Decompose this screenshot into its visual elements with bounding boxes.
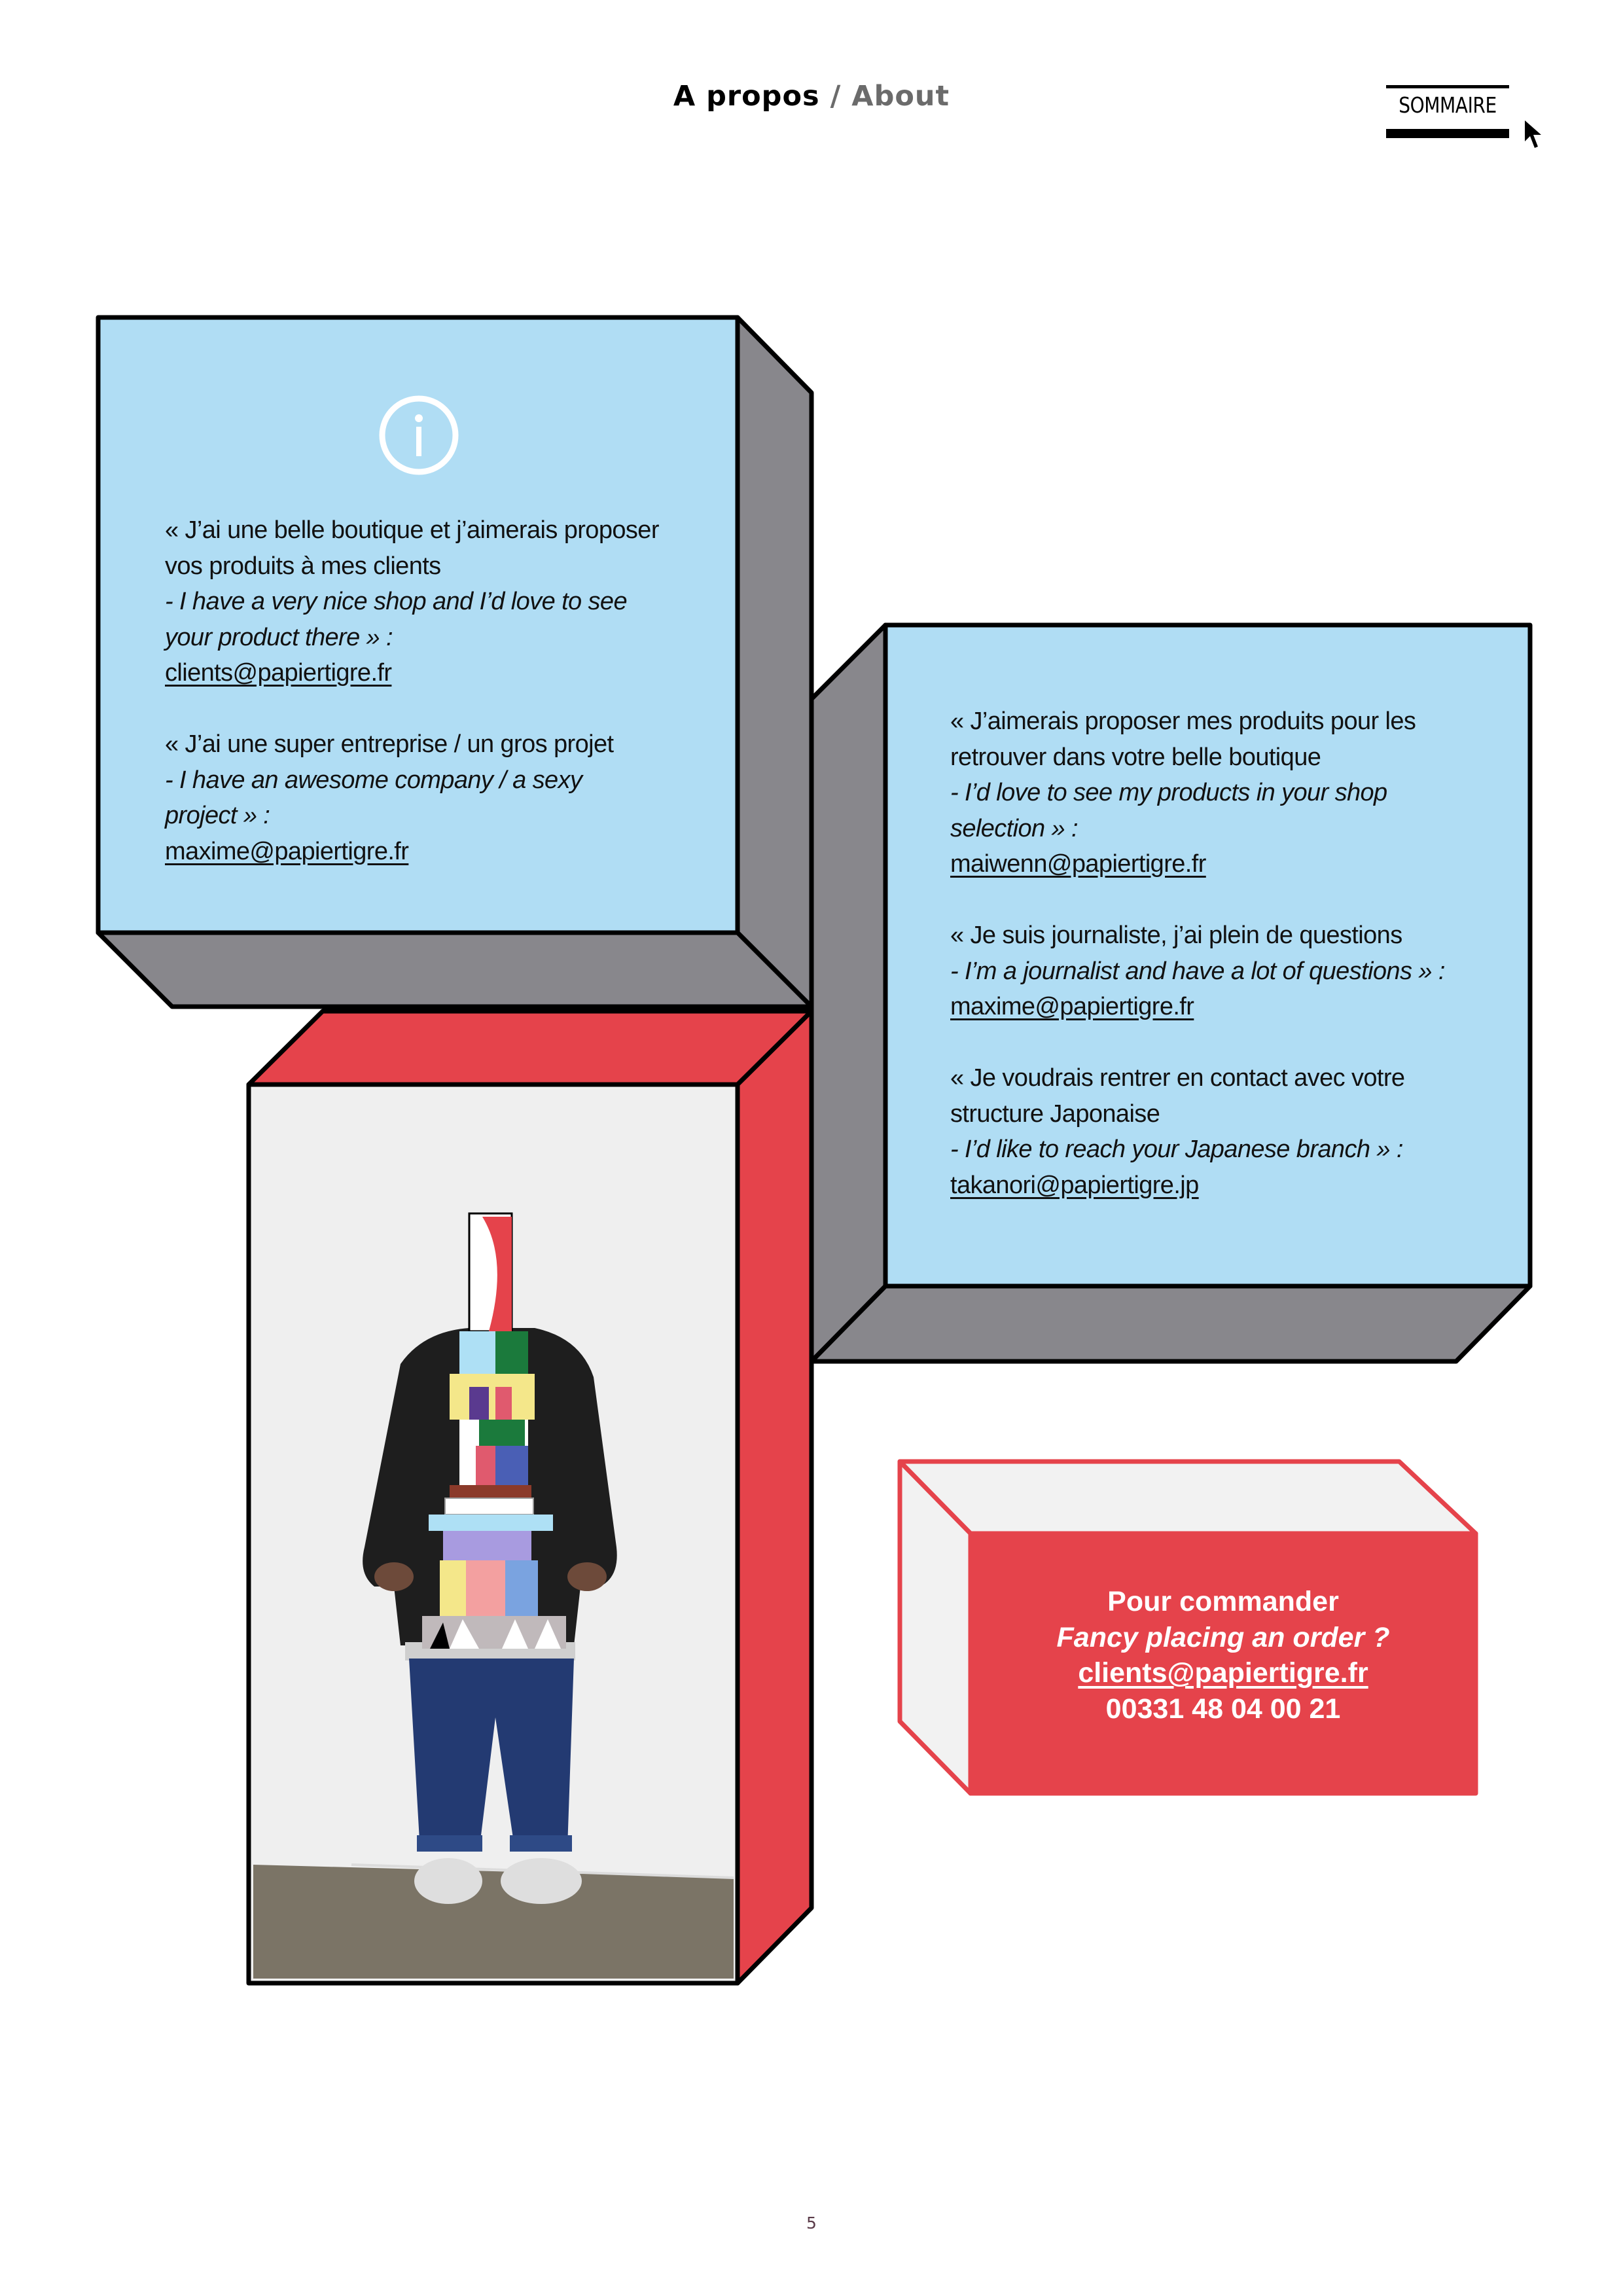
contact-list-left [165, 512, 715, 869]
order-title-en: Fancy placing an order ? [1056, 1621, 1390, 1653]
mouse-pointer-icon [1524, 119, 1550, 158]
contact-question-fr: « Je voudrais rentrer en contact avec votre [950, 1064, 1405, 1092]
contact-question-fr: « Je suis journaliste, j’ai plein de questions [950, 922, 1402, 949]
box-right-left-side [812, 625, 885, 1361]
contact-question-fr: « J’ai une belle boutique et j’aimerais proposer [165, 516, 659, 544]
contact-question-en: - I’m a journalist and have a lot of questions » : [950, 957, 1445, 985]
email-link-takanori[interactable]: takanori@papiertigre.jp [950, 1171, 1199, 1199]
page-number: 5 [806, 2214, 817, 2233]
title-fr: A propos [673, 80, 820, 113]
email-link-maxime[interactable]: maxime@papiertigre.fr [950, 993, 1194, 1020]
contact-question-fr: « J’ai une super entreprise / un gros projet [165, 730, 614, 758]
title-en: About [851, 80, 950, 113]
contact-question-fr: retrouver dans votre belle boutique [950, 743, 1321, 771]
title-separator: / [830, 80, 842, 113]
contact-item [165, 512, 715, 691]
contact-question-en: - I’d like to reach your Japanese branch » : [950, 1136, 1403, 1163]
order-email-link[interactable]: clients@papiertigre.fr [1078, 1657, 1368, 1689]
order-info [971, 1584, 1476, 1727]
sommaire-label: SOMMAIRE [1399, 92, 1497, 118]
contact-question-en: selection » : [950, 814, 1078, 842]
contact-item [950, 1060, 1513, 1203]
order-box-top [900, 1462, 1476, 1534]
photo-box-top [249, 1011, 812, 1085]
contact-item [950, 704, 1513, 882]
email-link-maxime[interactable]: maxime@papiertigre.fr [165, 837, 409, 865]
page-title [0, 80, 1623, 113]
sommaire-button[interactable] [1386, 85, 1509, 138]
order-title-fr: Pour commander [1107, 1586, 1339, 1617]
email-link-clients[interactable]: clients@papiertigre.fr [165, 659, 392, 687]
contact-item [165, 726, 715, 869]
contact-item [950, 918, 1513, 1025]
box-right-bottom-side [812, 1286, 1530, 1361]
photo-box-right-side [738, 1011, 812, 1983]
contact-question-fr: « J’aimerais proposer mes produits pour les [950, 708, 1416, 735]
contact-question-en: - I’d love to see my products in your shop [950, 779, 1387, 806]
contact-question-en: - I have a very nice shop and I’d love to see [165, 588, 627, 615]
order-phone: 00331 48 04 00 21 [1105, 1693, 1341, 1725]
contact-question-fr: vos produits à mes clients [165, 552, 441, 580]
info-circle-icon [378, 394, 460, 476]
contact-question-en: project » : [165, 802, 270, 829]
box-left-bottom-side [98, 933, 812, 1007]
contact-question-en: your product there » : [165, 623, 393, 651]
box-left-right-side [738, 317, 812, 1007]
contact-question-fr: structure Japonaise [950, 1100, 1160, 1128]
contact-list-right [950, 704, 1513, 1203]
email-link-maiwenn[interactable]: maiwenn@papiertigre.fr [950, 850, 1206, 878]
photo-person-with-stacked-boxes [253, 1089, 734, 1979]
contact-question-en: - I have an awesome company / a sexy [165, 766, 582, 794]
